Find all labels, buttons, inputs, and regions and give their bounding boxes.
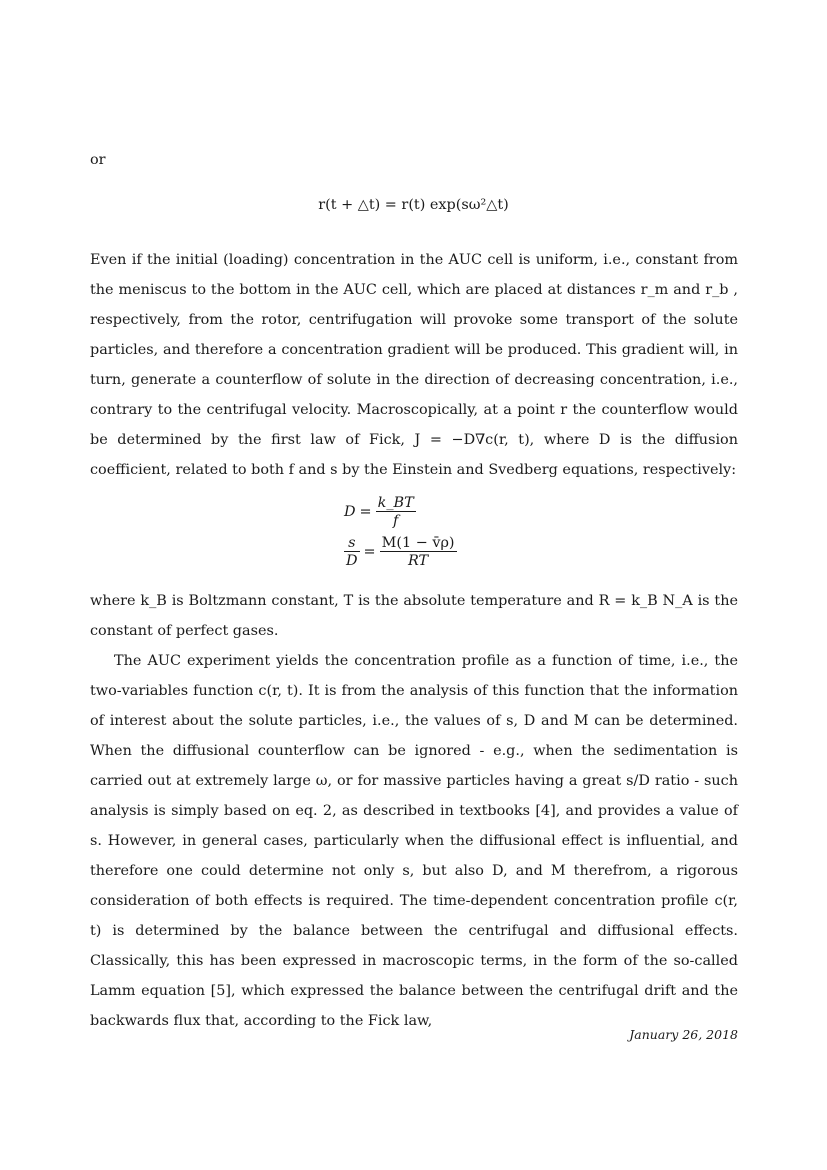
eq2-denominator: f (392, 512, 399, 529)
paragraph-1: Even if the initial (loading) concentration in the AUC cell is uniform, i.e., constant from the meniscus to the bottom in the AUC cell, which are placed at distances r_m and r_b , respectively, from the rotor, centrifugation will provoke some transport of the solute particles, and therefore a concentration gradient will be produced. This gradient will, in turn, generate a counterflow of solute in the direction of decreasing concentration, i.e., contrary to the centrifugal velocity. Macroscopically, at a point r the counterflow would be determined by the first law of Fick, J = −D∇c(r, t), where D is the diffusion coefficient, related to both f and s by the Einstein and Svedberg equations, respectively: (90, 252, 738, 478)
paragraph-3: The AUC experiment yields the concentration profile as a function of time, i.e., the two-variables function c(r, t). It is from the analysis of this function that the information of interest about the solute particles, i.e., the values of s, D and M can be determined. When the diffusional counterflow can be ignored - e.g., when the sedimentation is carried out at extremely large ω, or for massive particles having a great s/D ratio - such analysis is simply based on eq. 2, as described in textbooks [4], and provides a value of s. However, in general cases, particularly when the diffusional effect is influential, and therefore one could determine not only s, but also D, and M therefrom, a rigorous consideration of both effects is required. The time-dependent concentration profile c(r, t) is determined by the balance between the centrifugal and diffusional effects. Classically, this has been expressed in macroscopic terms, in the form of the so-called Lamm equation [5], which expressed the balance between the centrifugal drift and the backwards flux that, according to the Fick law, (90, 653, 738, 1029)
eq3-rhs-denominator: RT (407, 552, 429, 569)
eq3-lhs-denominator: D (346, 552, 358, 569)
eq2-fraction (376, 495, 416, 530)
equation-1: r(t + △t) = r(t) exp(sω²△t) (318, 197, 509, 213)
eq3-rhs-numerator: M(1 − v̄ρ) (381, 534, 455, 551)
eq2-lhs: D (344, 504, 356, 520)
eq3-rhs-fraction (380, 535, 457, 570)
equation-block (344, 492, 504, 572)
equation-3: $\frac{s}{D}$ = $\frac{M(1 - v̄\rho)}{RT}$ (346, 534, 455, 569)
paragraph-2: where k_B is Boltzmann constant, T is the absolute temperature and R = k_B N_A is the constant of perfect gases. (90, 593, 738, 639)
lead-word: or (90, 152, 106, 168)
eq3-lhs-numerator: s (348, 534, 356, 551)
eq2-numerator: k_BT (377, 494, 414, 511)
eq3-lhs-fraction (344, 535, 360, 570)
equation-2: D = $\frac{k\_BT}{f}$ (344, 494, 414, 529)
footer-date: January 26, 2018 (629, 1027, 738, 1042)
